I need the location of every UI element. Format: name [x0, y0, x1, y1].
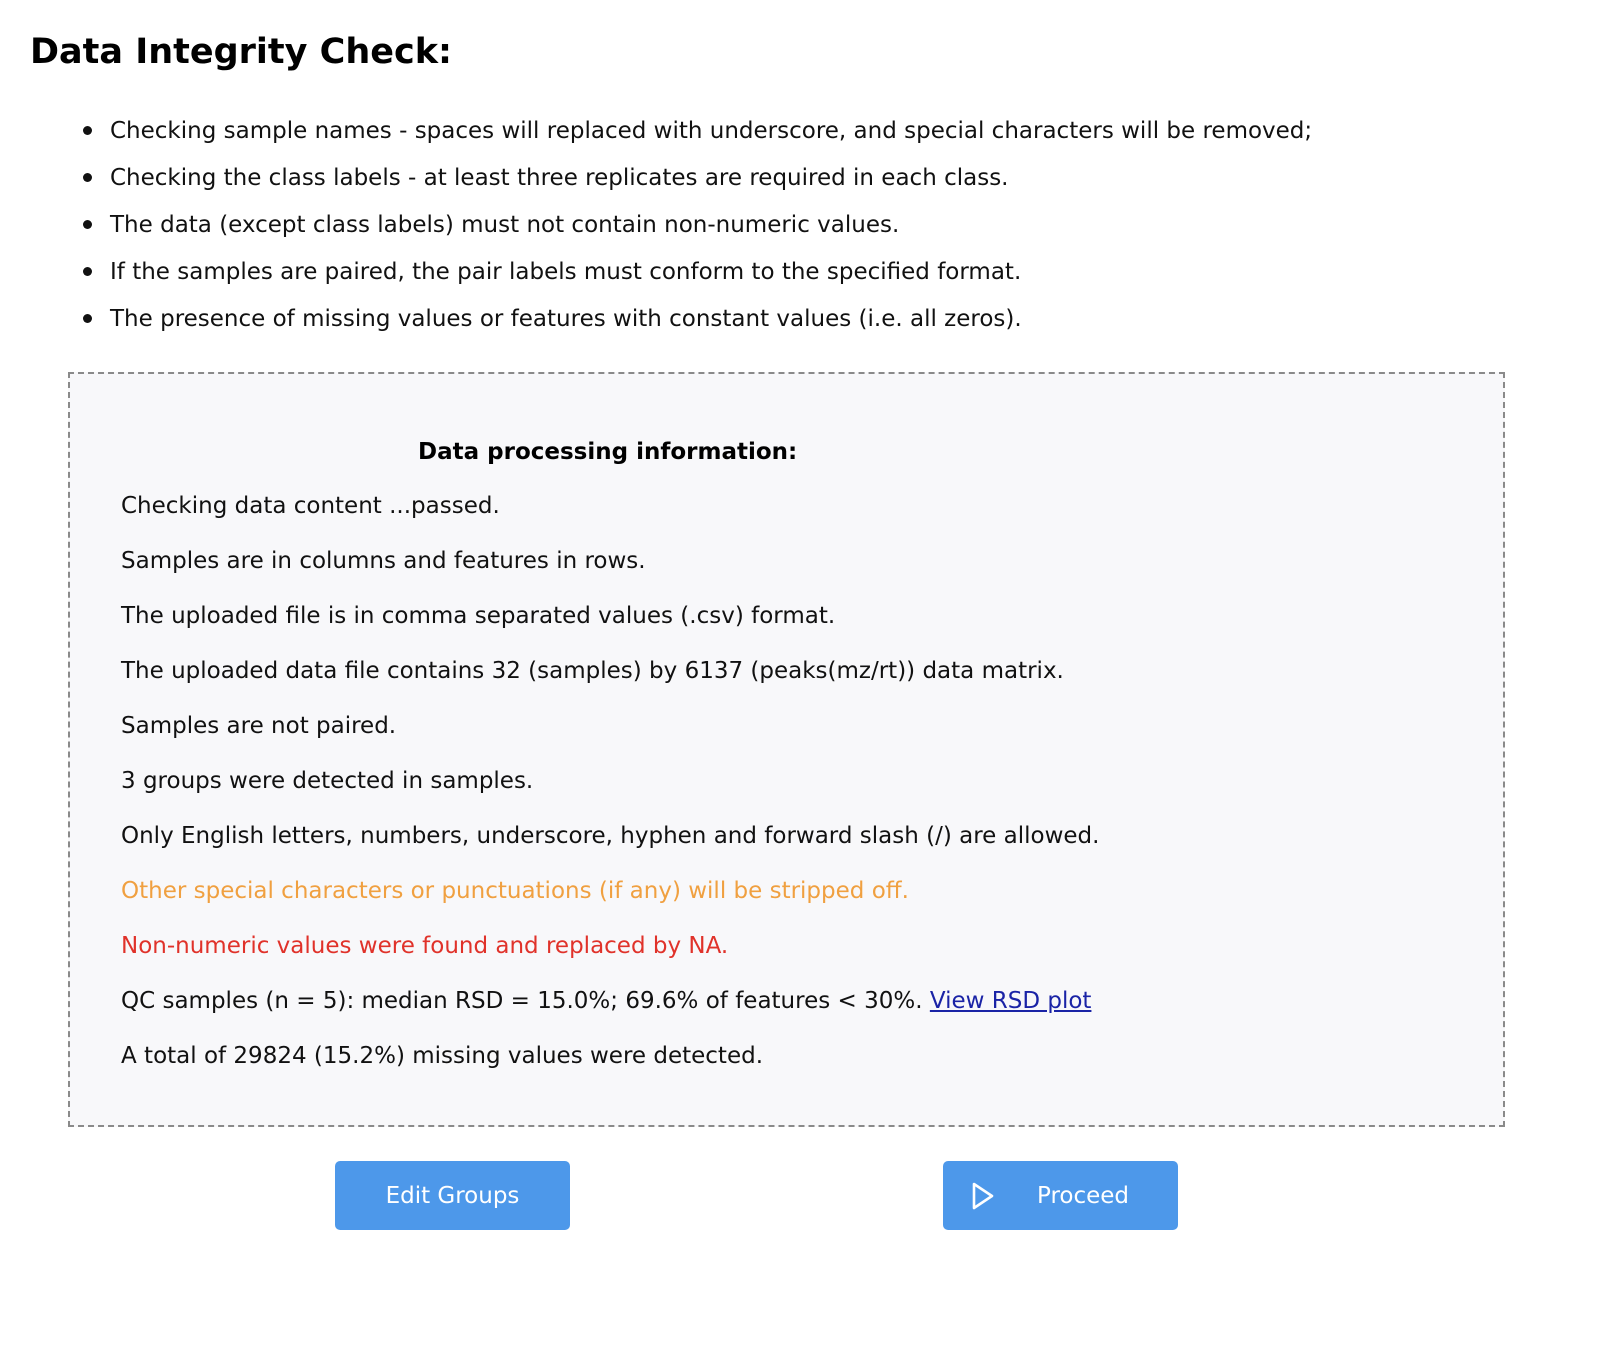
info-line-content-check: Checking data content ...passed.: [121, 493, 500, 519]
integrity-checklist: [82, 112, 1312, 347]
info-lines: [121, 486, 1099, 1091]
data-processing-info-panel: [68, 372, 1505, 1127]
qc-summary-text: QC samples (n = 5): median RSD = 15.0%; 69.6% of features < 30%.: [121, 988, 930, 1014]
proceed-label: Proceed: [1037, 1182, 1130, 1209]
checklist-item-numeric-values: The data (except class labels) must not contain non-numeric values.: [82, 206, 1312, 253]
proceed-button[interactable]: [943, 1161, 1178, 1230]
info-line-matrix-size: The uploaded data file contains 32 (samples) by 6137 (peaks(mz/rt)) data matrix.: [121, 658, 1064, 684]
edit-groups-button[interactable]: [335, 1161, 570, 1230]
info-line-allowed-characters: Only English letters, numbers, underscore, hyphen and forward slash (/) are allowed.: [121, 823, 1100, 849]
checklist-item-missing-values: The presence of missing values or features with constant values (i.e. all zeros).: [82, 300, 1312, 347]
info-line-missing-values: A total of 29824 (15.2%) missing values were detected.: [121, 1043, 764, 1069]
info-line-error: Non-numeric values were found and replaced by NA.: [121, 933, 729, 959]
checklist-item-sample-names: Checking sample names - spaces will replaced with underscore, and special characters will be removed;: [82, 112, 1312, 159]
info-line-qc-summary: [121, 981, 1099, 1036]
edit-groups-label: Edit Groups: [385, 1182, 520, 1209]
info-line-groups-detected: 3 groups were detected in samples.: [121, 768, 534, 794]
info-line-warning: Other special characters or punctuations (if any) will be stripped off.: [121, 878, 909, 904]
info-line-paired-status: Samples are not paired.: [121, 713, 397, 739]
page-title: Data Integrity Check:: [30, 32, 453, 72]
view-rsd-plot-link[interactable]: View RSD plot: [929, 988, 1092, 1014]
checklist-item-class-labels: Checking the class labels - at least three replicates are required in each class.: [82, 159, 1312, 206]
info-line-file-format: The uploaded file is in comma separated values (.csv) format.: [121, 603, 836, 629]
play-icon: [971, 1182, 995, 1210]
info-line-orientation: Samples are in columns and features in rows.: [121, 548, 646, 574]
info-panel-heading: Data processing information:: [418, 439, 798, 465]
checklist-item-paired-samples: If the samples are paired, the pair labels must conform to the specified format.: [82, 253, 1312, 300]
